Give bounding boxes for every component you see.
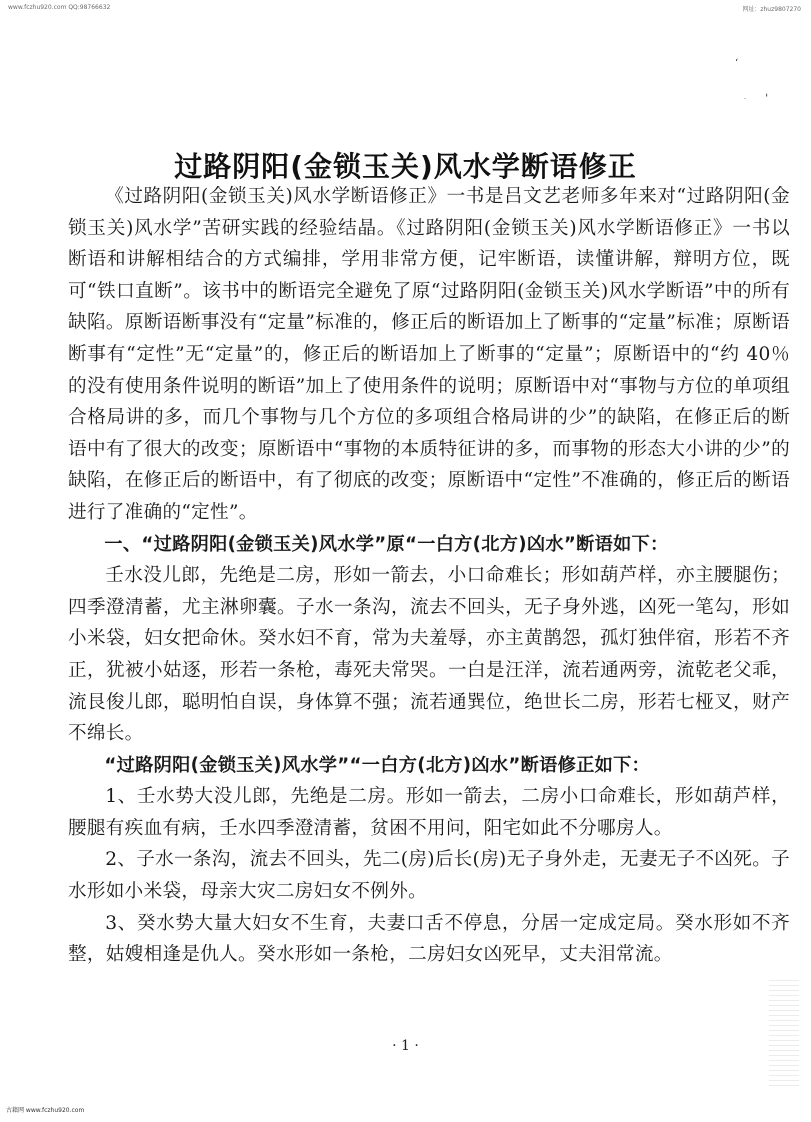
header-right-watermark: 网址：zhuz9807270	[742, 6, 801, 13]
scan-speck: ·	[744, 96, 746, 103]
paragraph-original-verse: 壬水没儿郎，先绝是二房，形如一箭去，小口命难长；形如葫芦样，亦主腰腿伤；四季澄清蓄，尤主淋卵囊。子水一条沟，流去不回头，无子身外逃，凶死一笔勾，形如小米袋，妇女把命休。癸水妇不育，常为夫羞辱，亦主黄鹊怨，孤灯独伴宿，形若不齐正，犹被小姑逐，形若一条枪，毒死夫常哭。一白是汪洋，流若通两旁，流乾老父乖，流艮俊儿郎，聪明怕自误，身体算不强；流若通巽位，绝世长二房，形若七桠叉，财产不绵长。	[68, 565, 790, 745]
scan-noise-artifact	[769, 980, 799, 1090]
paragraph-intro: 《过路阴阳(金锁玉关)风水学断语修正》一书是吕文艺老师多年来对“过路阴阳(金锁玉关)风水学”苦研实践的经验结晶。《过路阴阳(金锁玉关)风水学断语修正》一书以断语和讲解相结合的方式编排，学用非常方便，记牢断语，读懂讲解，辩明方位，既可“铁口直断”。该书中的断语完全避免了原“过路阴阳(金锁玉关)风水学断语”中的所有缺陷。原断语断事没有“定量”标准的，修正后的断语加上了断事的“定量”标准；原断语断事有“定性”无“定量”的，修正后的断语加上了断事的“定量”；原断语中的“约 40％的没有使用条件说明的断语”加上了使用条件的说明；原断语中对“事物与方位的单项组合格局讲的多，而几个事物与几个方位的多项组合格局讲的少”的缺陷，在修正后的断语中有了很大的改变；原断语中“事物的本质特征讲的多，而事物的形态大小讲的少”的缺陷，在修正后的断语中，有了彻底的改变；原断语中“定性”不准确的，修正后的断语进行了准确的“定性”。	[68, 186, 790, 523]
scan-speck: ʻ	[735, 58, 739, 69]
footer-left-watermark: 古籍网 www.fczhu920.com	[6, 1107, 85, 1114]
page-number: · 1 ·	[392, 1038, 419, 1054]
scan-speck: ˈ	[765, 92, 769, 106]
page-title: 过路阴阳(金锁玉关)风水学断语修正	[174, 149, 637, 183]
paragraph-revised-3: 3、癸水势大量大妇女不生育，夫妻口舌不停息，分居一定成定局。癸水形如不齐整，姑嫂相逢是仇人。癸水形如一条枪，二房妇女凶死早，丈夫泪常流。	[68, 912, 790, 966]
paragraph-revised-1: 1、壬水势大没儿郎，先绝是二房。形如一箭去，二房小口命难长，形如葫芦样，腰腿有疾血有病，壬水四季澄清蓄，贫困不用问，阳宅如此不分哪房人。	[68, 786, 790, 839]
paragraph-revised-2: 2、子水一条沟，流去不回头，先二(房)后长(房)无子身外走，无妻无子不凶死。子水形如小米袋，母亲大灾二房妇女不例外。	[68, 849, 790, 903]
section-heading-revised: “过路阴阳(金锁玉关)风水学”“一白方(北方)凶水”断语修正如下：	[104, 754, 651, 776]
header-left-watermark: www.fczhu920.com QQ:98766632	[8, 4, 111, 11]
section-heading-original: 一、“过路阴阳(金锁玉关)风水学”原“一白方(北方)凶水”断语如下：	[104, 533, 669, 555]
document-body	[68, 181, 790, 971]
